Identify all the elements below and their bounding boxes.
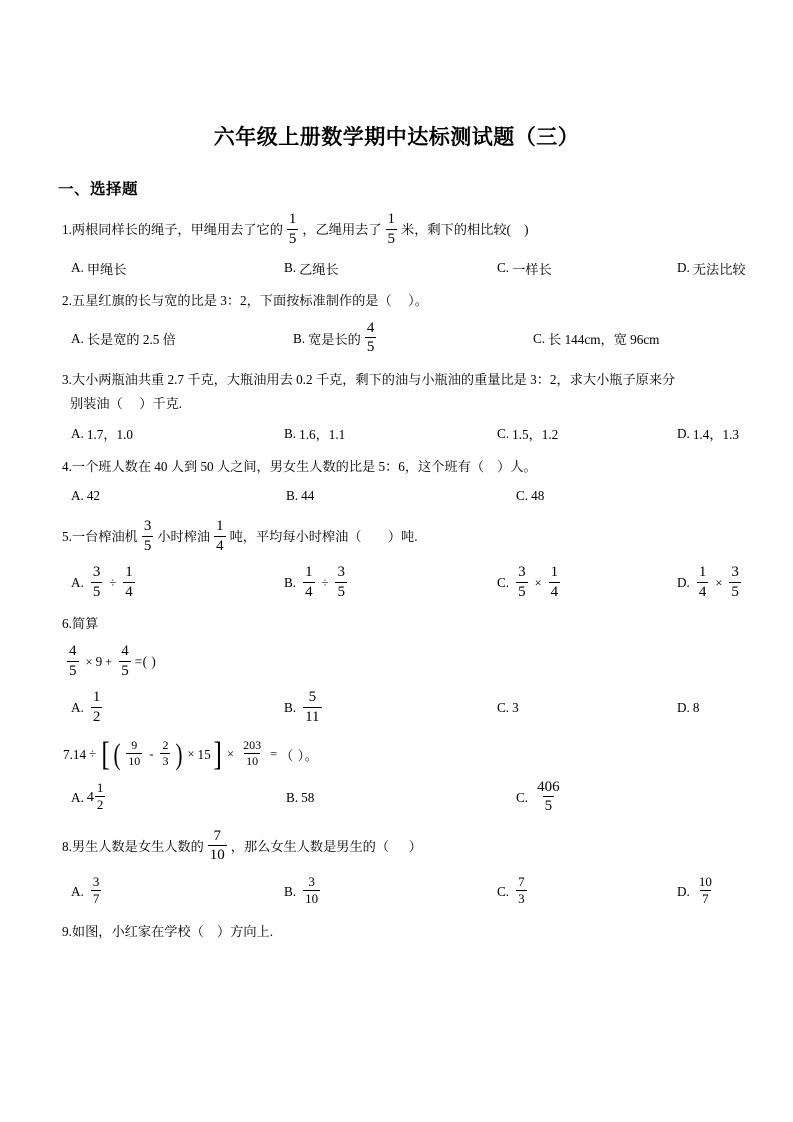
question-2-options — [62, 321, 737, 357]
question-9-number: 9. — [62, 923, 72, 939]
option-6-b-fraction: $\frac{5}{11}$ — [305, 689, 320, 725]
question-2 — [0, 291, 793, 357]
question-3-number: 3. — [62, 371, 72, 387]
question-4-options — [62, 486, 737, 506]
question-6-number-1: 9 — [95, 654, 103, 670]
option-4-a[interactable]: A. 42 — [71, 488, 101, 504]
question-8-fraction: $\frac{7}{10}$ — [209, 827, 225, 864]
question-7-fraction-3: $\frac{203}{10}$ — [243, 738, 262, 769]
question-2-number: 2. — [62, 293, 72, 309]
option-8-c[interactable]: C. $\frac{7}{3}$ — [497, 873, 525, 907]
question-6-fraction-2: $\frac{4}{5}$ — [121, 643, 129, 679]
question-5-stem: 5. 一台榨油机 $\frac{3}{5}$ 小时榨油 $\frac{1}{4}$ 吨，平均每小时榨油（ ）吨. — [62, 518, 418, 554]
question-7-lead-number: 14 — [72, 746, 87, 762]
option-1-a[interactable]: A. 甲绳长 — [71, 260, 127, 277]
option-7-b[interactable]: B. 58 — [286, 789, 315, 805]
question-6-answer-blank: =( ) — [134, 654, 157, 670]
left-paren-icon: ( — [113, 737, 121, 771]
question-1-fraction-1: $\frac{1}{5}$ — [288, 211, 297, 247]
question-7-expression — [62, 736, 737, 774]
option-8-b-fraction: $\frac{3}{10}$ — [305, 873, 319, 907]
question-5-fraction-1: $\frac{3}{5}$ — [143, 518, 152, 554]
option-8-b[interactable]: B. $\frac{3}{10}$ — [284, 873, 319, 907]
question-2-stem — [62, 291, 737, 311]
option-5-c-operator: × — [534, 575, 542, 590]
question-7 — [0, 736, 793, 815]
option-5-b-fraction-1: $\frac{1}{4}$ — [305, 564, 313, 600]
question-6-stem: 6. 简算 — [62, 614, 737, 634]
question-5-fraction-2: $\frac{1}{4}$ — [216, 518, 224, 554]
right-paren-icon: ) — [175, 737, 183, 771]
option-7-a-fraction: $\frac{1}{2}$ — [96, 779, 104, 813]
question-1-number: 1. — [62, 222, 72, 238]
option-5-a-fraction-2: $\frac{1}{4}$ — [125, 564, 133, 600]
question-7-fraction-1: $\frac{9}{10}$ — [128, 738, 141, 769]
option-7-c-fraction: $\frac{406}{5}$ — [537, 778, 560, 815]
option-3-c[interactable]: C. 1.5，1.2 — [497, 425, 559, 443]
section-heading: 一、选择题 — [58, 181, 139, 199]
question-7-operator-1: ÷ — [89, 747, 96, 762]
question-7-operator-2: - — [149, 747, 154, 762]
right-square-bracket-icon: ] — [213, 736, 222, 774]
question-8-options — [62, 875, 737, 909]
option-2-a[interactable]: A. 长是宽的 2.5 倍 — [71, 330, 176, 348]
question-3 — [0, 370, 793, 444]
question-7-fraction-2: $\frac{2}{3}$ — [162, 738, 169, 769]
question-1-text-c: 米，剩下的相比较( ) — [401, 222, 529, 238]
option-8-a[interactable]: A. $\frac{3}{7}$ — [71, 873, 100, 907]
question-1-text-b: ，乙绳用去了 — [302, 222, 382, 238]
question-3-stem-line1: 3. 大小两瓶油共重 2.7 千克，大瓶油用去 0.2 千克，剩下的油与小瓶油的重量比是 3：2，求大小瓶子原来分 — [62, 370, 737, 390]
option-5-c[interactable]: C. $\frac{3}{5}$ × $\frac{1}{4}$ — [497, 564, 559, 600]
question-7-answer-blank: （ ）。 — [280, 748, 319, 764]
option-1-b[interactable]: B. 乙绳长 — [284, 260, 339, 277]
question-7-operator-3: × — [187, 747, 195, 762]
question-6-options — [62, 690, 737, 726]
option-5-d-operator: × — [715, 575, 723, 590]
option-3-b[interactable]: B. 1.6，1.1 — [284, 425, 346, 443]
option-5-a-fraction-1: $\frac{3}{5}$ — [92, 564, 101, 600]
option-6-a-fraction: $\frac{1}{2}$ — [92, 689, 101, 725]
question-3-stem-line2: 别装油（ ）千克. — [70, 395, 183, 411]
option-5-d-fraction-1: $\frac{1}{4}$ — [698, 564, 707, 600]
option-3-a[interactable]: A. 1.7，1.0 — [71, 425, 133, 443]
question-2-text: 五星红旗的长与宽的比是 3：2，下面按标准制作的是（ ）。 — [71, 293, 428, 309]
option-1-c[interactable]: C. 一样长 — [497, 260, 552, 277]
option-8-c-fraction: $\frac{7}{3}$ — [518, 873, 525, 907]
question-6-expression — [62, 644, 737, 680]
question-7-number-1: 15 — [197, 746, 211, 762]
question-4-number: 4. — [62, 458, 72, 474]
question-7-options — [62, 780, 737, 816]
option-5-a[interactable]: A. $\frac{3}{5}$ ÷ $\frac{1}{4}$ — [71, 564, 133, 600]
question-9-stem: 9. 如图，小红家在学校（ ）方向上. — [62, 922, 737, 942]
option-3-d[interactable]: D. 1.4，1.3 — [677, 425, 739, 443]
option-2-b[interactable]: B. 宽是长的 $\frac{4}{5}$ — [293, 319, 375, 356]
question-6-operator-1: × — [85, 654, 93, 669]
question-6-fraction-1: $\frac{4}{5}$ — [69, 643, 77, 679]
option-6-b[interactable]: B. $\frac{5}{11}$ — [284, 689, 320, 725]
question-4 — [0, 457, 793, 507]
question-8-stem: 8. 男生人数是女生人数的 $\frac{7}{10}$ ，那么女生人数是男生的（ ） — [62, 827, 422, 864]
question-1-fraction-2: $\frac{1}{5}$ — [387, 211, 396, 247]
option-7-c[interactable]: C. $\frac{406}{5}$ — [516, 778, 560, 815]
option-5-d[interactable]: D. $\frac{1}{4}$ × $\frac{3}{5}$ — [677, 564, 739, 600]
question-5-number: 5. — [62, 529, 72, 545]
option-5-d-fraction-2: $\frac{3}{5}$ — [731, 564, 739, 600]
question-8 — [0, 829, 793, 909]
option-8-a-fraction: $\frac{3}{7}$ — [92, 873, 100, 907]
option-7-a[interactable]: A. 4 $\frac{1}{2}$ — [71, 782, 286, 814]
question-4-stem: 4. 一个班人数在 40 人到 50 人之间，男女生人数的比是 5：6，这个班有（ ）人。 — [62, 457, 737, 477]
option-8-d[interactable]: D. $\frac{10}{7}$ — [677, 873, 712, 907]
option-5-a-operator: ÷ — [109, 575, 117, 590]
question-8-number: 8. — [62, 838, 72, 854]
option-5-c-fraction-2: $\frac{1}{4}$ — [550, 564, 559, 600]
question-7-operator-4: × — [227, 747, 235, 762]
option-2-b-fraction: $\frac{4}{5}$ — [366, 319, 375, 356]
question-6 — [0, 614, 793, 726]
question-5 — [0, 519, 793, 601]
option-1-d[interactable]: D. 无法比较 — [677, 260, 746, 277]
option-5-b-operator: ÷ — [321, 575, 329, 590]
option-6-d[interactable]: D. 8 — [677, 700, 700, 716]
option-6-c[interactable]: C. 3 — [497, 700, 519, 716]
option-8-d-fraction: $\frac{10}{7}$ — [698, 873, 712, 907]
question-5-options — [62, 565, 737, 601]
page-title: 六年级上册数学期中达标测试题（三） — [213, 125, 580, 149]
question-3-options — [62, 424, 737, 444]
option-5-b[interactable]: B. $\frac{1}{4}$ ÷ $\frac{3}{5}$ — [284, 564, 345, 600]
question-1-options — [62, 258, 746, 278]
question-1 — [0, 212, 793, 278]
option-4-c[interactable]: C. 48 — [516, 488, 545, 504]
question-9 — [0, 922, 793, 942]
option-5-b-fraction-2: $\frac{3}{5}$ — [337, 564, 345, 600]
question-1-text-a: 两根同样长的绳子，甲绳用去了它的 — [71, 222, 283, 238]
question-1-stem — [62, 212, 737, 248]
option-2-c[interactable]: C. 长 144cm，宽 96cm — [533, 330, 660, 348]
question-7-equals: = — [270, 747, 278, 762]
option-6-a[interactable]: A. $\frac{1}{2}$ — [71, 689, 101, 725]
left-square-bracket-icon: [ — [101, 736, 110, 774]
question-7-number: 7. — [63, 746, 73, 762]
question-6-operator-2: + — [105, 654, 113, 669]
option-5-c-fraction-1: $\frac{3}{5}$ — [518, 564, 526, 600]
option-7-a-mixed-number: 4 $\frac{1}{2}$ — [86, 779, 104, 813]
question-6-number: 6. — [62, 616, 72, 632]
option-4-b[interactable]: B. 44 — [286, 488, 315, 504]
